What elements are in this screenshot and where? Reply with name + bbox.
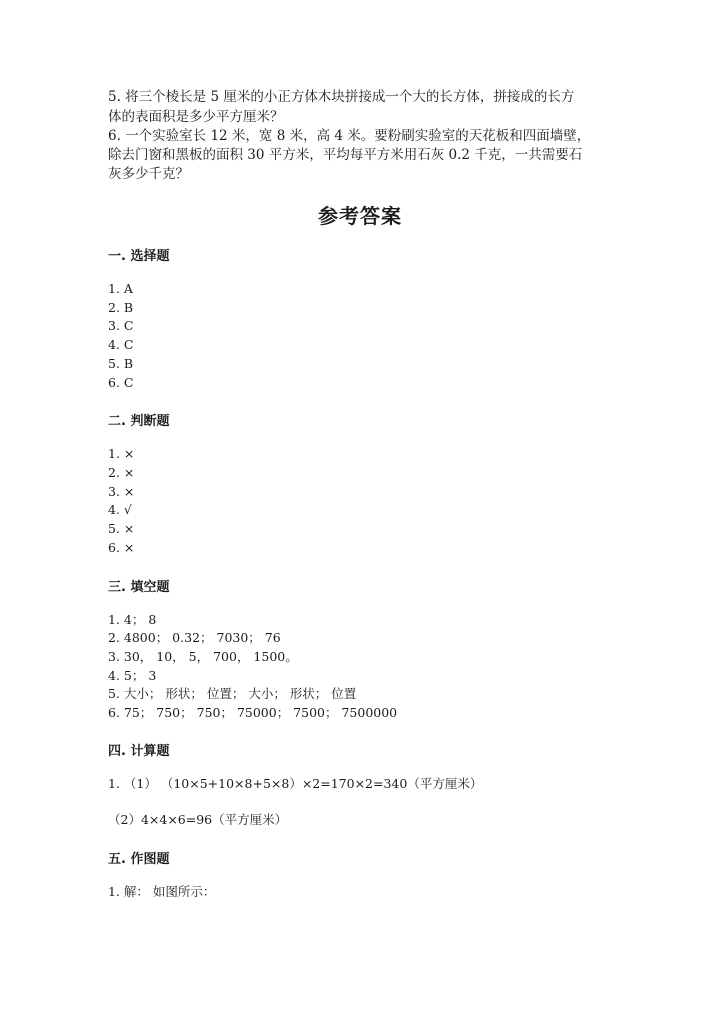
answer-item: 1. × bbox=[108, 446, 135, 461]
section-heading-judgment: 二. 判断题 bbox=[108, 414, 170, 429]
section-heading-fill-blank: 三. 填空题 bbox=[108, 580, 170, 595]
answer-item: 1. A bbox=[108, 281, 133, 296]
answer-item: 1. （1） （10×5+10×8+5×8）×2=170×2=340（平方厘米） bbox=[108, 776, 483, 791]
problem-6-line-2: 除去门窗和黑板的面积 30 平方米，平均每平方米用石灰 0.2 千克，一共需要石 bbox=[108, 147, 583, 163]
answer-item: 3. C bbox=[108, 318, 134, 333]
section-heading-choice: 一. 选择题 bbox=[108, 249, 170, 264]
answer-item: 6. C bbox=[108, 375, 134, 390]
answer-item: 4. √ bbox=[108, 502, 132, 517]
answer-item: 1. 4； 8 bbox=[108, 612, 157, 627]
answer-item: 4. 5； 3 bbox=[108, 668, 157, 683]
problem-5-line-2: 体的表面积是多少平方厘米？ bbox=[108, 109, 284, 125]
answer-item: 6. 75； 750； 750； 75000； 7500； 7500000 bbox=[108, 705, 398, 720]
answer-item: 1. 解： 如图所示： bbox=[108, 884, 216, 899]
answer-item: 4. C bbox=[108, 337, 134, 352]
answer-item: 3. × bbox=[108, 484, 135, 499]
answer-item: 2. B bbox=[108, 300, 134, 315]
section-heading-drawing: 五. 作图题 bbox=[108, 852, 170, 867]
answer-title: 参考答案 bbox=[318, 204, 402, 228]
answer-item: 2. × bbox=[108, 465, 135, 480]
answer-item: 5. 大小； 形状； 位置； 大小； 形状； 位置 bbox=[108, 686, 357, 701]
answer-item: 5. B bbox=[108, 356, 134, 371]
answer-item: 5. × bbox=[108, 521, 135, 536]
problem-6-line-1: 6. 一个实验室长 12 米，宽 8 米，高 4 米。要粉刷实验室的天花板和四面墙壁， bbox=[108, 128, 591, 144]
answer-item: 6. × bbox=[108, 540, 135, 555]
answer-item: （2）4×4×6=96（平方厘米） bbox=[108, 812, 288, 827]
section-heading-calculation: 四. 计算题 bbox=[108, 744, 170, 759]
problem-5-line-1: 5. 将三个棱长是 5 厘米的小正方体木块拼接成一个大的长方体，拼接成的长方 bbox=[108, 89, 575, 105]
answer-item: 2. 4800； 0.32； 7030； 76 bbox=[108, 630, 281, 645]
answer-item: 3. 30， 10， 5， 700， 1500。 bbox=[108, 649, 298, 664]
problem-6-line-3: 灰多少千克？ bbox=[108, 166, 189, 182]
